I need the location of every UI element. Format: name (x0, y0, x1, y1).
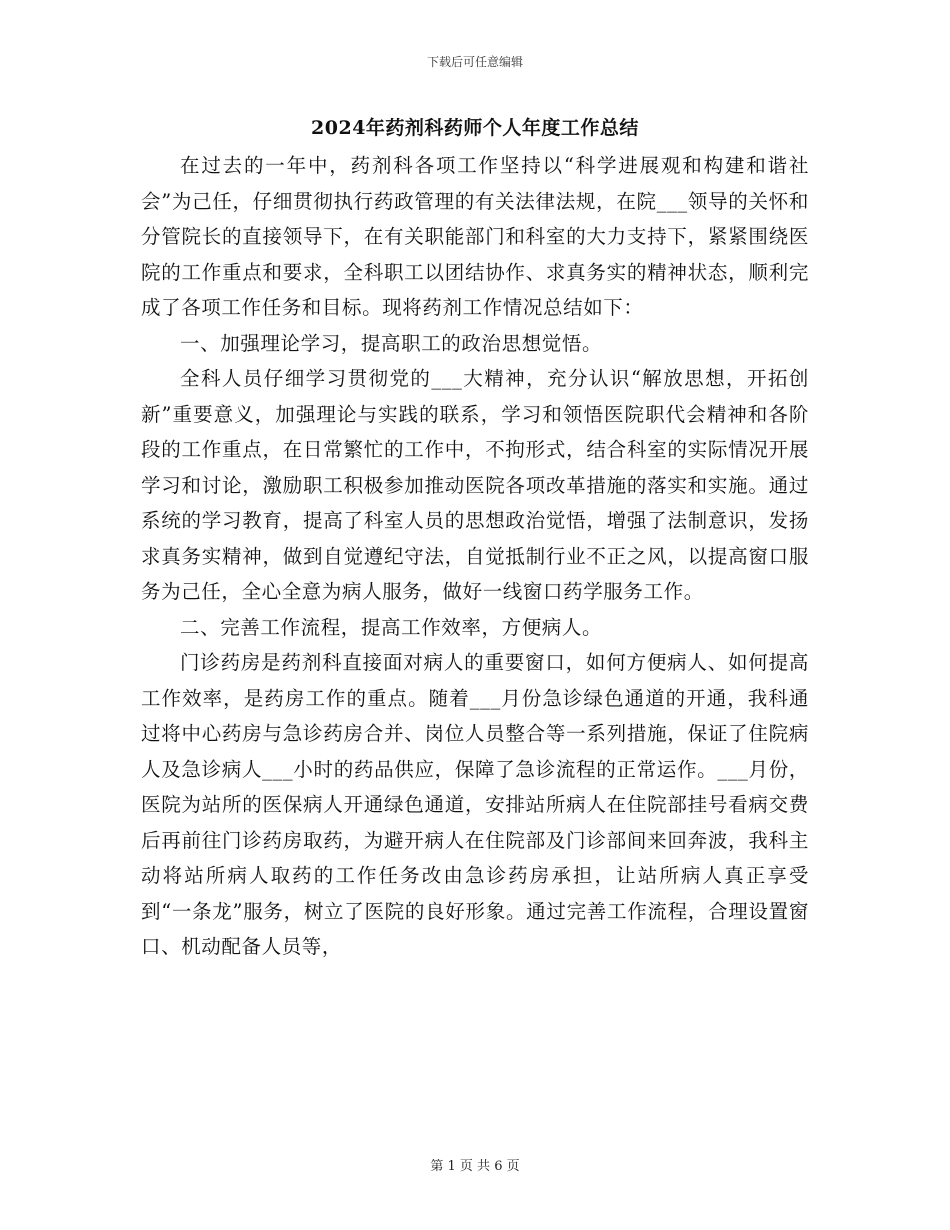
document-body (141, 112, 809, 965)
page-header-note: 下载后可任意编辑 (426, 55, 523, 69)
intro-paragraph: 在过去的一年中，药剂科各项工作坚持以“科学进展观和构建和谐社会”为己任，仔细贯彻执行药政管理的有关法律法规，在院___领导的关怀和分管院长的直接领导下，在有关职能部门和科室的大力支持下，紧紧围绕医院的工作重点和要求，全科职工以团结协作、求真务实的精神状态，顺利完成了各项工作任务和目标。现将药剂工作情况总结如下： (141, 154, 809, 319)
section-2-heading: 二、完善工作流程，提高工作效率，方便病人。 (180, 615, 603, 639)
document-title: 2024年药剂科药师个人年度工作总结 (311, 117, 639, 139)
section-1-heading: 一、加强理论学习，提高职工的政治思想觉悟。 (180, 331, 603, 355)
page-number: 第 1 页 共 6 页 (430, 1159, 520, 1174)
section-1-paragraph: 全科人员仔细学习贯彻党的___大精神，充分认识“解放思想，开拓创新”重要意义，加强理论与实践的联系，学习和领悟医院职代会精神和各阶段的工作重点，在日常繁忙的工作中，不拘形式，结合科室的实际情况开展学习和讨论，激励职工积极参加推动医院各项改革措施的落实和实施。通过系统的学习教育，提高了科室人员的思想政治觉悟，增强了法制意识，发扬求真务实精神，做到自觉遵纪守法，自觉抵制行业不正之风，以提高窗口服务为己任，全心全意为病人服务，做好一线窗口药学服务工作。 (141, 367, 809, 603)
section-2-paragraph: 门诊药房是药剂科直接面对病人的重要窗口，如何方便病人、如何提高工作效率，是药房工作的重点。随着___月份急诊绿色通道的开通，我科通过将中心药房与急诊药房合并、岗位人员整合等一系列措施，保证了住院病人及急诊病人___小时的药品供应，保障了急诊流程的正常运作。___月份，医院为站所的医保病人开通绿色通道，安排站所病人在住院部挂号看病交费后再前往门诊药房取药，为避开病人在住院部及门诊部间来回奔波，我科主动将站所病人取药的工作任务改由急诊药房承担，让站所病人真正享受到“一条龙”服务，树立了医院的良好形象。通过完善工作流程，合理设置窗口、机动配备人员等， (141, 651, 809, 958)
